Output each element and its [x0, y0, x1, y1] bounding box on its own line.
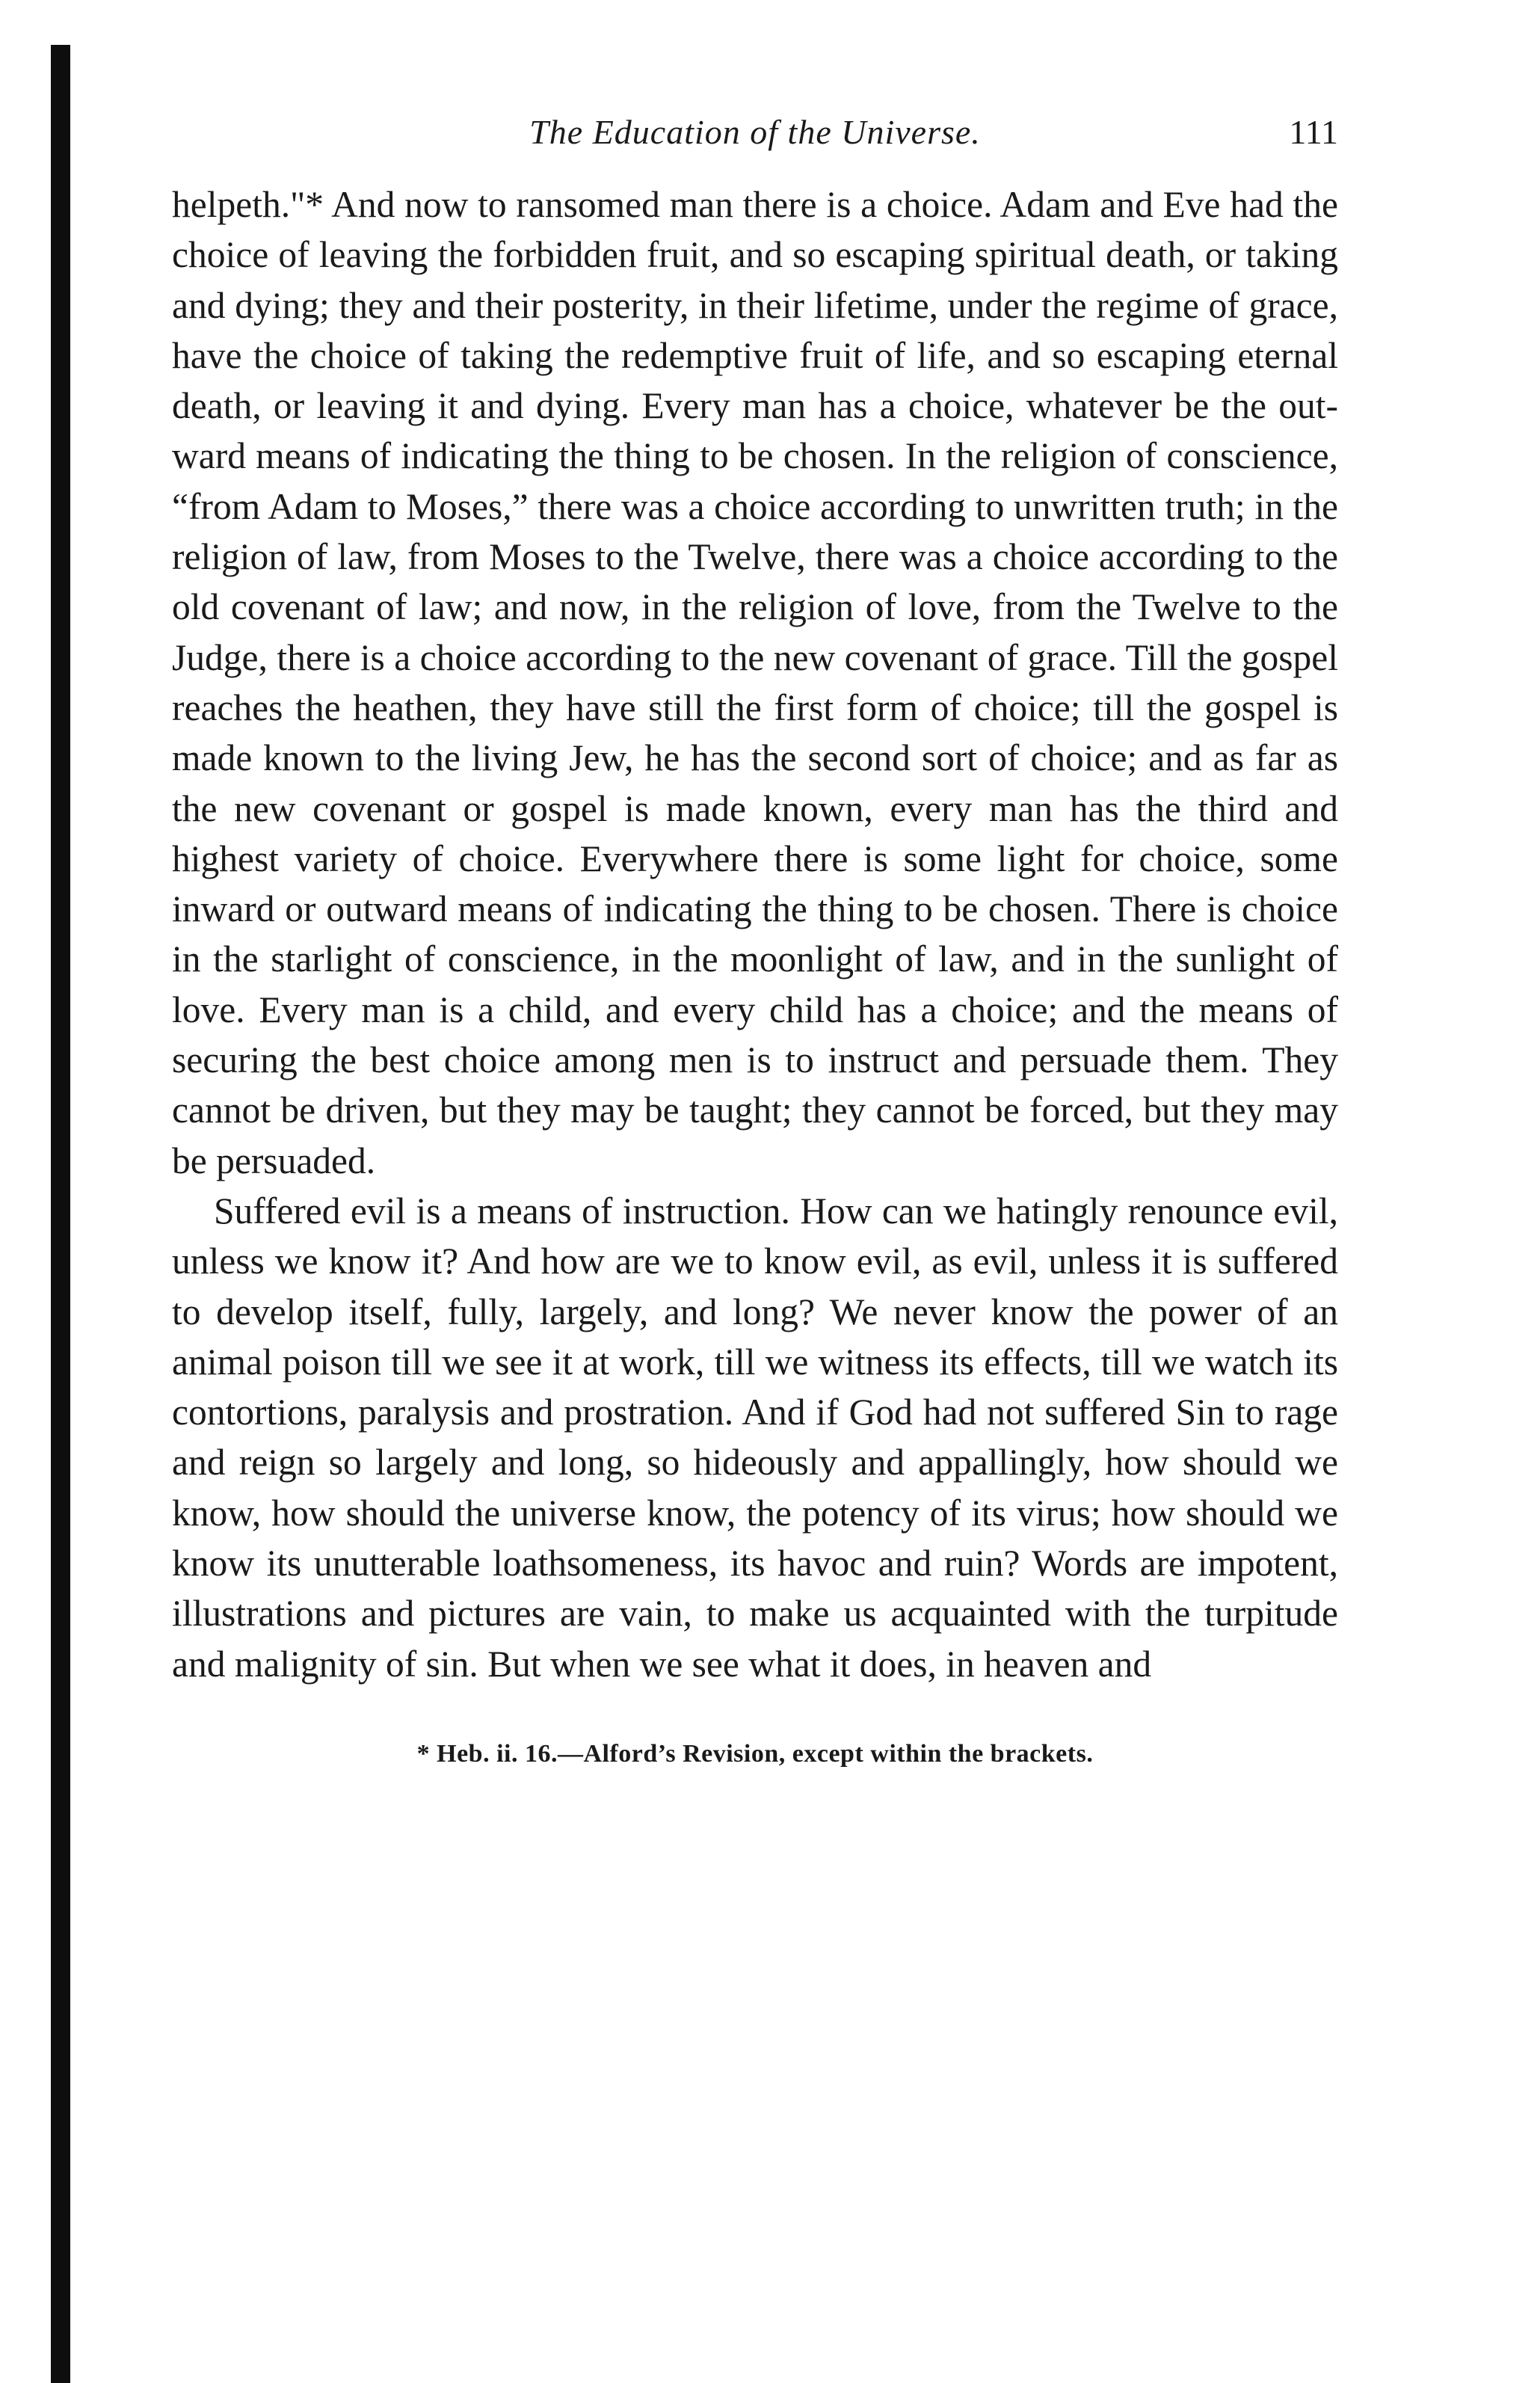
running-title: The Education of the Universe. [529, 113, 981, 151]
footnote-text: Heb. ii. 16.—Alford’s Revision, except within the brackets. [437, 1739, 1094, 1768]
body-text [172, 179, 1338, 1689]
footnote-marker: * [416, 1739, 431, 1768]
paragraph: Suffered evil is a means of instruction. How can we hatingly renounce evil, unless we know it? And how are we to know evil, as evil, unless it is suffered to develop itself, fully, largely, and long? We never know the power of an animal poison till we see it at work, till we witness its effects, till we watch its contortions, paralysis and prostration. And if God had not suffered Sin to rage and reign so largely and long, so hideously and appallingly, how should we know, how should the universe know, the potency of its virus; how should we know its unutterable loathsomeness, its havoc and ruin? Words are impotent, illustrations and pictures are vain, to make us acquainted with the turpitude and malignity of sin. But when we see what it does, in heaven and [172, 1190, 1338, 1685]
book-spine-shadow [51, 45, 70, 2383]
page-header [172, 112, 1338, 179]
book-page [172, 112, 1338, 1768]
page-number: 111 [1289, 113, 1338, 151]
paragraph: helpeth."* And now to ransomed man there is a choice. Adam and Eve had the choice of leaving the forbidden fruit, and so escaping spiritual death, or taking and dying; they and their posterity, in their lifetime, under the regime of grace, have the choice of taking the redemptive fruit of life, and so escaping eternal death, or leaving it and dying. Every man has a choice, whatever be the outward means of indicating the thing to be chosen. In the religion of conscience, “from Adam to Moses,” there was a choice according to unwritten truth; in the religion of law, from Moses to the Twelve, there was a choice according to the old covenant of law; and now, in the religion of love, from the Twelve to the Judge, there is a choice according to the new covenant of grace. Till the gospel reaches the heathen, they have still the first form of choice; till the gospel is made known to the living Jew, he has the second sort of choice; and as far as the new covenant or gospel is made known, every man has the third and highest variety of choice. Everywhere there is some light for choice, some inward or outward means of indicating the thing to be chosen. There is choice in the starlight of conscience, in the moonlight of law, and in the sunlight of love. Every man is a child, and every child has a choice; and the means of securing the best choice among men is to instruct and persuade them. They cannot be driven, but they may be taught; they cannot be forced, but they may be persuaded. [172, 184, 1338, 1181]
footnote [172, 1740, 1338, 1768]
